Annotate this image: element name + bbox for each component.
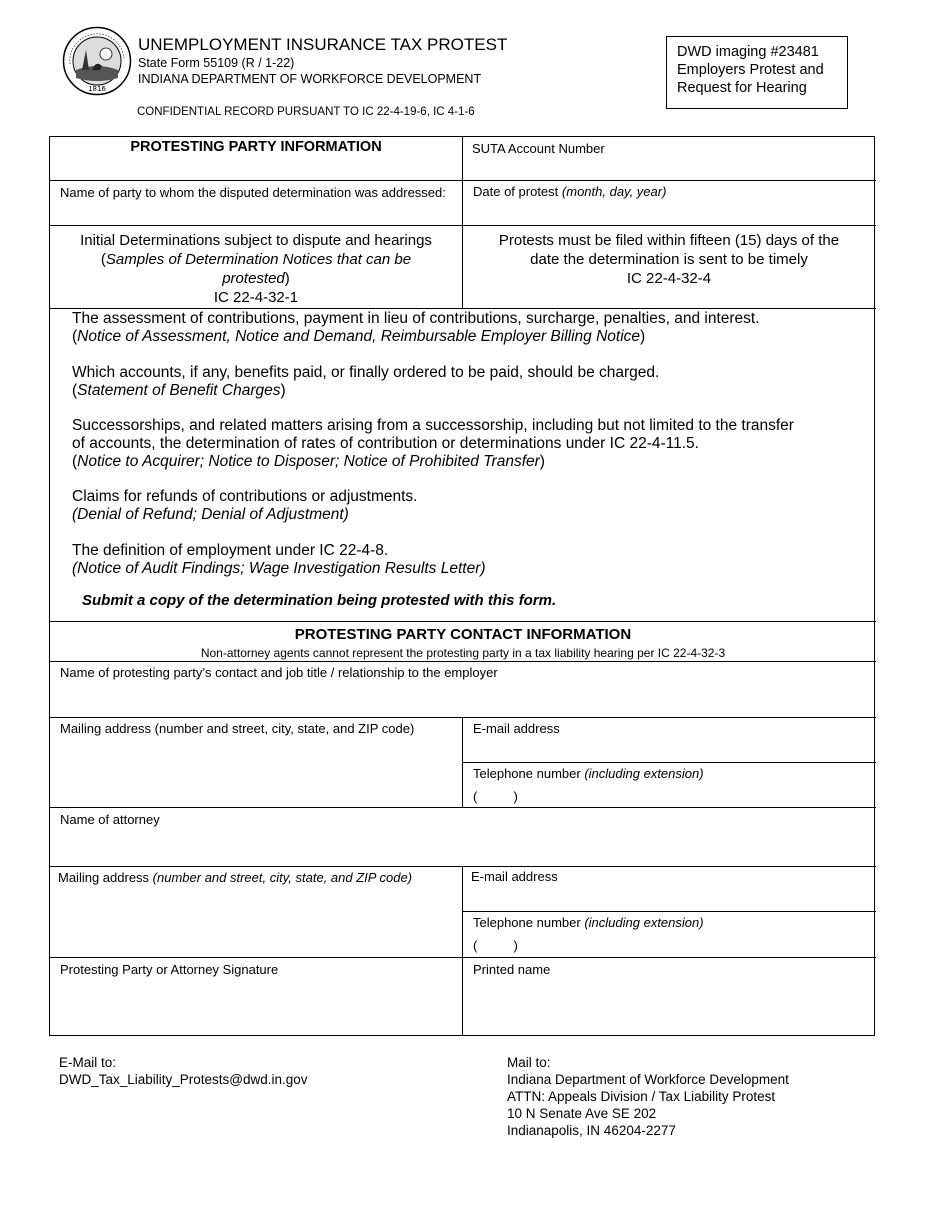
- mail-to-block: [507, 1054, 789, 1139]
- determination-successorships: Successorships, and related matters arising from a successorship, including but not limited to the transfer of accounts, the determination of rates of contribution or determinations under IC 22-4-11.5. (Notice to Acquirer; Notice to Disposer; Notice of Prohibited Transfer): [72, 417, 794, 470]
- attorney-name-label[interactable]: Name of attorney: [60, 812, 160, 827]
- imaging-line: DWD imaging #23481: [677, 44, 819, 60]
- mail-line: Indiana Department of Workforce Development: [507, 1072, 789, 1087]
- mail-line: ATTN: Appeals Division / Tax Liability Protest: [507, 1089, 776, 1104]
- attorney-mailing-address-label[interactable]: Mailing address (number and street, city, state, and ZIP code): [58, 870, 413, 885]
- addressed-party-label: Name of party to whom the disputed determination was addressed:: [60, 185, 446, 200]
- protest-deadline-notice: Protests must be filed within fifteen (15) days of the date the determination is sent to be timely IC 22-4-32-4: [498, 232, 840, 287]
- state-seal-logo: [62, 26, 132, 96]
- department-name: INDIANA DEPARTMENT OF WORKFORCE DEVELOPMENT: [138, 72, 482, 86]
- contact-info-heading: PROTESTING PARTY CONTACT INFORMATION: [294, 626, 632, 643]
- determination-employment: The definition of employment under IC 22-4-8. (Notice of Audit Findings; Wage Investigation Results Letter): [72, 542, 486, 577]
- initial-determinations-heading: Initial Determinations subject to dispute and hearings (Samples of Determination Notices that can be protested) IC 22-4-32-1: [80, 232, 432, 306]
- attorney-email-label[interactable]: E-mail address: [471, 869, 558, 884]
- imaging-box: [666, 36, 848, 109]
- signature-label[interactable]: Protesting Party or Attorney Signature: [60, 962, 279, 977]
- suta-account-label: SUTA Account Number: [472, 141, 605, 156]
- determination-benefit-charges: Which accounts, if any, benefits paid, or finally ordered to be paid, should be charged. (Statement of Benefit Charges): [72, 364, 660, 399]
- imaging-line: Request for Hearing: [677, 80, 807, 96]
- form-number: State Form 55109 (R / 1-22): [138, 56, 295, 70]
- mail-line: 10 N Senate Ave SE 202: [507, 1106, 657, 1121]
- printed-name-label[interactable]: Printed name: [473, 962, 551, 977]
- email-address[interactable]: DWD_Tax_Liability_Protests@dwd.in.gov: [59, 1072, 308, 1087]
- email-label[interactable]: E-mail address: [473, 721, 560, 736]
- svg-text:1816: 1816: [88, 85, 106, 93]
- contact-name-label[interactable]: Name of protesting party’s contact and job title / relationship to the employer: [60, 665, 498, 680]
- form-title: UNEMPLOYMENT INSURANCE TAX PROTEST: [138, 35, 508, 54]
- email-to-block: [59, 1054, 308, 1088]
- mailing-address-label[interactable]: Mailing address (number and street, city, state, and ZIP code): [60, 721, 415, 736]
- determination-refunds: Claims for refunds of contributions or adjustments. (Denial of Refund; Denial of Adjustment): [72, 488, 418, 523]
- determination-assessment: The assessment of contributions, payment in lieu of contributions, surcharge, penalties, and interest. (Notice of Assessment, Notice and Demand, Reimbursable Employer Billing Notice): [72, 310, 760, 345]
- email-to-label: E-Mail to:: [59, 1055, 117, 1070]
- telephone-area-code[interactable]: ( ): [473, 789, 518, 804]
- form-table: [49, 136, 875, 1036]
- mail-line: Indianapolis, IN 46204-2277: [507, 1123, 676, 1138]
- imaging-line: Employers Protest and: [677, 62, 824, 78]
- attorney-telephone-label[interactable]: Telephone number (including extension): [473, 915, 704, 930]
- attorney-telephone-area-code[interactable]: ( ): [473, 938, 518, 953]
- confidential-notice: CONFIDENTIAL RECORD PURSUANT TO IC 22-4-19-6, IC 4-1-6: [137, 106, 475, 118]
- mail-to-label: Mail to:: [507, 1055, 551, 1070]
- party-info-heading: PROTESTING PARTY INFORMATION: [130, 139, 382, 155]
- date-of-protest-label: Date of protest (month, day, year): [473, 184, 667, 199]
- contact-info-subheading: Non-attorney agents cannot represent the protesting party in a tax liability hearing per IC 22-4-32-3: [200, 646, 726, 660]
- telephone-label[interactable]: Telephone number (including extension): [473, 766, 704, 781]
- submit-copy-note: Submit a copy of the determination being protested with this form.: [82, 592, 557, 609]
